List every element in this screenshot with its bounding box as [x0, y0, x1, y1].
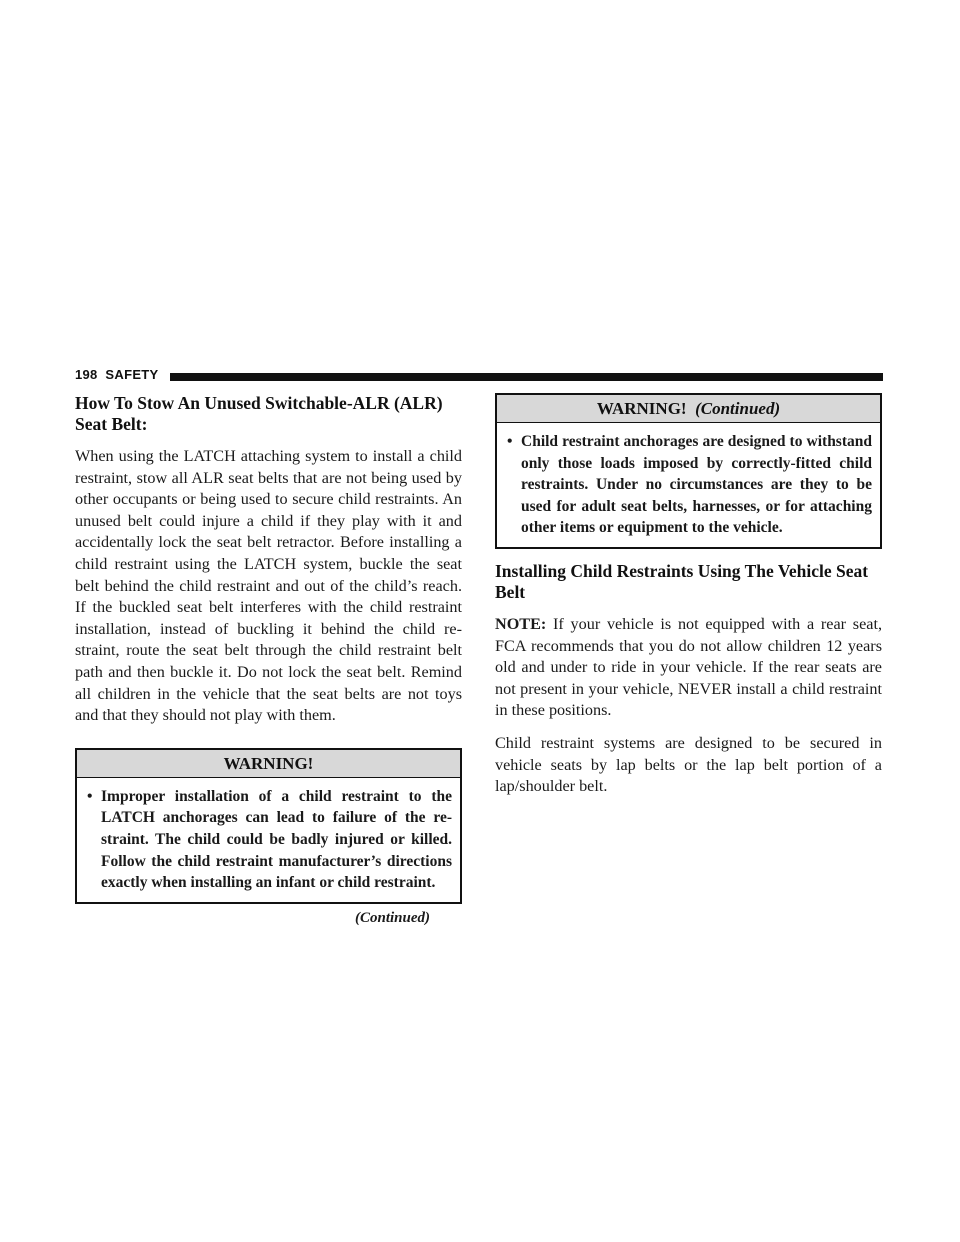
warning-title-continued: (Continued) — [695, 399, 781, 418]
seat-belt-install-heading — [495, 561, 882, 603]
page-header — [75, 368, 883, 384]
stow-alr-heading — [75, 393, 462, 435]
warning-bullet — [87, 786, 452, 894]
page-number: 198 — [75, 367, 98, 382]
heading-line-1: Installing Child Restraints Using The Vehicle Seat — [495, 560, 869, 581]
warning-continued-bullet-text: Child restraint anchorages are designed to withstand only those loads imposed by correctly-fitted child restraints. Under no circumstances are they to be used for adult seat belts, harnesses, or for attaching other items or equipment to the vehicle. — [521, 433, 872, 537]
note-label: NOTE: — [495, 614, 547, 633]
note-text: If your vehicle is not equipped with a rear seat, FCA recommends that you do not allow children 12 years old and under to ride in your vehicle. If the rear seats are not present in your vehicle, NEVER install a child restraint in these positions. — [495, 614, 882, 720]
heading-line-2: Belt — [495, 581, 526, 602]
header-rule — [170, 373, 883, 381]
stow-alr-paragraph: When using the LATCH attaching system to install a child restraint, stow all ALR seat belts that are not being used by other occupants or being used to secure child restraints. An unused belt could injure a child if they play with it and accidentally lock the seat belt retractor. Before installing a child restraint using the LATCH system, buckle the seat belt behind the child restraint and out of the child’s reach. If the buckled seat belt interferes with the child restraint installation, instead of buckling it behind the child re-straint, route the seat belt through the child restraint belt path and then buckle it. Do not lock the seat belt. Remind all children in the vehicle that the seat belts are not toys and that they should not play with them. — [75, 447, 462, 725]
warning-continued-title — [497, 395, 880, 423]
warning-title: WARNING! — [77, 750, 460, 778]
warning-continued-box — [495, 393, 882, 549]
continued-label: (Continued) — [354, 909, 430, 926]
page-header-label — [75, 367, 159, 382]
right-column — [495, 393, 882, 798]
bullet-icon: • — [87, 787, 93, 805]
warning-bullet-text: Improper installation of a child restraint to the LATCH anchorages can lead to failure of the re-straint. The child could be badly injured or killed. Follow the child restraint manufacturer’s directions exactly when installing an infant or child restraint. — [101, 787, 452, 892]
bullet-icon: • — [507, 433, 513, 450]
warning-title-text: WARNING! — [596, 399, 687, 418]
warning-box — [75, 748, 462, 904]
heading-line-2: Seat Belt: — [75, 414, 148, 434]
warning-body — [77, 778, 460, 902]
child-restraint-paragraph: Child restraint systems are designed to be secured in vehicle seats by lap belts or the lap belt portion of a lap/shoulder belt. — [495, 733, 882, 796]
left-column — [75, 393, 462, 927]
note-paragraph — [495, 614, 882, 722]
warning-continued-bullet — [507, 431, 872, 539]
section-title: SAFETY — [105, 367, 159, 382]
heading-line-1: How To Stow An Unused Switchable-ALR (ALR) — [75, 393, 443, 413]
warning-continued-body — [497, 423, 880, 547]
